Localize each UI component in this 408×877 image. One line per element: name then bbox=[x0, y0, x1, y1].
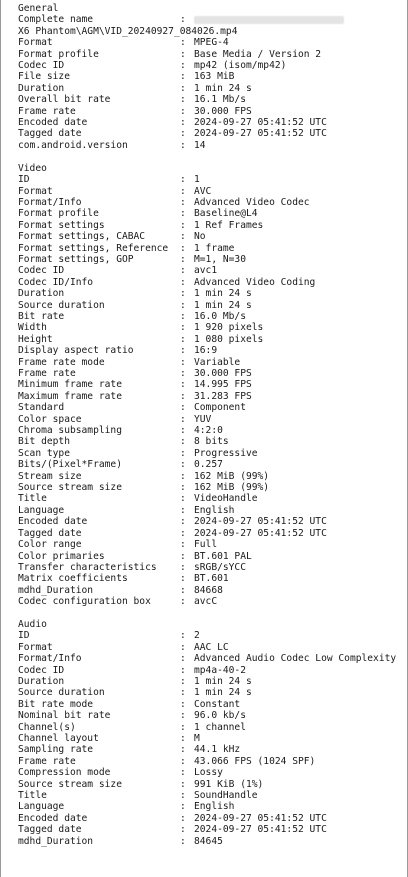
field-separator: : bbox=[180, 790, 186, 802]
video-row bbox=[18, 197, 404, 208]
field-value: 1 min 24 s bbox=[194, 82, 252, 94]
field-separator: : bbox=[180, 550, 186, 562]
field-key: ID bbox=[18, 630, 30, 642]
field-key: Format profile bbox=[18, 208, 99, 220]
field-value: 30.000 FPS bbox=[194, 105, 252, 117]
section-title-audio: Audio bbox=[18, 618, 47, 630]
field-separator: : bbox=[180, 493, 186, 505]
field-key: Encoded date bbox=[18, 117, 88, 129]
field-value: 2024-09-27 05:41:52 UTC bbox=[194, 128, 327, 140]
field-separator: : bbox=[180, 561, 186, 573]
field-separator: : bbox=[180, 310, 186, 322]
field-key: Codec ID bbox=[18, 60, 65, 72]
field-key: Scan type bbox=[18, 447, 70, 459]
audio-row bbox=[18, 676, 404, 687]
field-key: Standard bbox=[18, 402, 65, 414]
field-key: Format bbox=[18, 641, 53, 653]
audio-row bbox=[18, 801, 404, 812]
field-separator: : bbox=[180, 356, 186, 368]
field-value: SoundHandle bbox=[194, 790, 258, 802]
field-value: Constant bbox=[194, 698, 241, 710]
field-separator: : bbox=[180, 835, 186, 847]
field-value: VideoHandle bbox=[194, 493, 258, 505]
field-separator: : bbox=[180, 573, 186, 585]
field-key: Source stream size bbox=[18, 482, 122, 494]
field-value: AAC LC bbox=[194, 641, 229, 653]
field-value: M bbox=[194, 733, 200, 744]
field-key: Color space bbox=[18, 413, 82, 425]
video-row bbox=[18, 425, 404, 436]
redacted-value bbox=[194, 16, 344, 24]
field-separator: : bbox=[180, 333, 186, 345]
field-value: 16:9 bbox=[194, 345, 218, 357]
field-separator: : bbox=[180, 630, 186, 642]
video-row bbox=[18, 391, 404, 402]
field-key: Frame rate bbox=[18, 368, 76, 379]
field-key: Format/Info bbox=[18, 653, 82, 665]
field-value: Progressive bbox=[194, 447, 258, 459]
field-value: 163 MiB bbox=[194, 71, 235, 83]
audio-row bbox=[18, 665, 404, 676]
field-key: Bit depth bbox=[18, 436, 70, 448]
field-value: BT.601 PAL bbox=[194, 550, 252, 562]
field-key: com.android.version bbox=[18, 139, 128, 151]
video-row bbox=[18, 254, 404, 265]
general-row bbox=[18, 140, 404, 151]
video-row bbox=[18, 265, 404, 276]
video-row bbox=[18, 288, 404, 299]
field-key: Codec ID bbox=[18, 664, 65, 676]
video-row bbox=[18, 379, 404, 390]
field-separator: : bbox=[180, 185, 186, 197]
field-key: Display aspect ratio bbox=[18, 345, 134, 357]
field-separator: : bbox=[180, 196, 186, 208]
field-value: English bbox=[194, 801, 235, 813]
video-row bbox=[18, 300, 404, 311]
field-value: 14.995 FPS bbox=[194, 379, 252, 391]
field-key: Height bbox=[18, 333, 53, 345]
field-value: 2024-09-27 05:41:52 UTC bbox=[194, 516, 327, 528]
field-key: Bit rate bbox=[18, 310, 65, 322]
video-row bbox=[18, 459, 404, 470]
field-separator: : bbox=[180, 299, 186, 311]
field-separator: : bbox=[180, 527, 186, 539]
audio-row bbox=[18, 779, 404, 790]
field-separator: : bbox=[180, 345, 186, 357]
audio-row bbox=[18, 744, 404, 755]
field-value: 1 920 pixels bbox=[194, 322, 264, 334]
field-value: 84645 bbox=[194, 835, 223, 847]
video-row bbox=[18, 277, 404, 288]
section-title-general: General bbox=[18, 3, 59, 14]
video-row bbox=[18, 585, 404, 596]
field-value: BT.601 bbox=[194, 573, 229, 585]
field-value: AVC bbox=[194, 185, 212, 197]
field-value: 31.283 FPS bbox=[194, 390, 252, 402]
field-value: 2024-09-27 05:41:52 UTC bbox=[194, 527, 327, 539]
general-row bbox=[18, 94, 404, 105]
field-value: English bbox=[194, 504, 235, 516]
field-key: Sampling rate bbox=[18, 744, 94, 756]
general-row bbox=[18, 71, 404, 82]
field-value: Component bbox=[194, 402, 246, 414]
field-key: Chroma subsampling bbox=[18, 425, 122, 437]
field-key: Width bbox=[18, 322, 47, 334]
field-value: 162 MiB (99%) bbox=[194, 482, 270, 494]
field-value: 1 bbox=[194, 174, 200, 186]
audio-row bbox=[18, 790, 404, 801]
general-row bbox=[18, 37, 404, 48]
general-row bbox=[18, 14, 404, 25]
field-separator: : bbox=[180, 778, 186, 790]
field-value: Baseline@L4 bbox=[194, 208, 258, 220]
video-row bbox=[18, 311, 404, 322]
general-row bbox=[18, 117, 404, 128]
field-separator: : bbox=[180, 436, 186, 448]
audio-row bbox=[18, 699, 404, 710]
field-key: Nominal bit rate bbox=[18, 710, 111, 722]
field-separator: : bbox=[180, 504, 186, 516]
field-separator: : bbox=[180, 71, 186, 83]
field-separator: : bbox=[180, 653, 186, 665]
field-value: 991 KiB (1%) bbox=[194, 778, 264, 790]
field-value: 84668 bbox=[194, 584, 223, 596]
field-separator: : bbox=[180, 253, 186, 265]
field-value: avcC bbox=[194, 596, 218, 608]
field-key: Format settings, GOP bbox=[18, 253, 134, 265]
field-key: Format bbox=[18, 37, 53, 49]
field-value: 2024-09-27 05:41:52 UTC bbox=[194, 117, 327, 129]
video-row bbox=[18, 186, 404, 197]
field-key: Color primaries bbox=[18, 550, 105, 562]
field-value: 1 min 24 s bbox=[194, 288, 252, 300]
field-separator: : bbox=[180, 117, 186, 129]
field-value: 1 080 pixels bbox=[194, 333, 264, 345]
video-row bbox=[18, 573, 404, 584]
field-key: Source duration bbox=[18, 299, 105, 311]
field-value: Advanced Video Coding bbox=[194, 276, 316, 288]
field-separator: : bbox=[180, 288, 186, 300]
video-row bbox=[18, 539, 404, 550]
field-separator: : bbox=[180, 459, 186, 471]
field-key: Bit rate mode bbox=[18, 698, 94, 710]
field-separator: : bbox=[180, 425, 186, 437]
field-value: Lossy bbox=[194, 767, 223, 779]
field-value: 1 min 24 s bbox=[194, 687, 252, 699]
video-row bbox=[18, 220, 404, 231]
video-row bbox=[18, 448, 404, 459]
video-row bbox=[18, 322, 404, 333]
general-row bbox=[18, 128, 404, 139]
field-value: 1 channel bbox=[194, 721, 246, 733]
field-separator: : bbox=[180, 265, 186, 277]
field-value: 162 MiB (99%) bbox=[194, 470, 270, 482]
field-separator: : bbox=[180, 322, 186, 334]
field-separator: : bbox=[180, 368, 186, 379]
field-separator: : bbox=[180, 276, 186, 288]
field-separator: : bbox=[180, 242, 186, 254]
audio-row bbox=[18, 630, 404, 641]
field-separator: : bbox=[180, 755, 186, 767]
field-value: mp4a-40-2 bbox=[194, 664, 246, 676]
video-row bbox=[18, 596, 404, 607]
field-value: 1 min 24 s bbox=[194, 675, 252, 687]
field-value: avc1 bbox=[194, 265, 218, 277]
field-value: YUV bbox=[194, 413, 212, 425]
field-value: Advanced Video Codec bbox=[194, 196, 310, 208]
field-value: 30.000 FPS bbox=[194, 368, 252, 379]
audio-row bbox=[18, 836, 404, 847]
field-value: 16.0 Mb/s bbox=[194, 310, 246, 322]
field-key: Tagged date bbox=[18, 128, 82, 140]
audio-row bbox=[18, 687, 404, 698]
field-value: 44.1 kHz bbox=[194, 744, 241, 756]
field-value: Base Media / Version 2 bbox=[194, 48, 322, 60]
field-separator: : bbox=[180, 687, 186, 699]
field-separator: : bbox=[180, 390, 186, 402]
field-separator: : bbox=[180, 824, 186, 836]
field-value: 2 bbox=[194, 630, 200, 642]
field-key: Maximum frame rate bbox=[18, 390, 122, 402]
field-value: 14 bbox=[194, 139, 206, 151]
field-separator: : bbox=[180, 379, 186, 391]
field-key: Source duration bbox=[18, 687, 105, 699]
field-key: X6 Phantom\AGM\VID_20240927_084026.mp4 bbox=[18, 25, 238, 37]
field-separator: : bbox=[180, 675, 186, 687]
field-value: 4:2:0 bbox=[194, 425, 223, 437]
field-separator: : bbox=[180, 596, 186, 608]
field-separator: : bbox=[180, 698, 186, 710]
field-key: File size bbox=[18, 71, 70, 83]
audio-row bbox=[18, 813, 404, 824]
field-key: Channel layout bbox=[18, 733, 99, 744]
field-key: mdhd_Duration bbox=[18, 584, 94, 596]
field-key: Language bbox=[18, 504, 65, 516]
field-separator: : bbox=[180, 744, 186, 756]
field-key: Duration bbox=[18, 288, 65, 300]
field-value: 2024-09-27 05:41:52 UTC bbox=[194, 824, 327, 836]
field-value: 43.066 FPS (1024 SPF) bbox=[194, 755, 316, 767]
field-key: Channel(s) bbox=[18, 721, 76, 733]
field-key: Transfer characteristics bbox=[18, 561, 157, 573]
field-separator: : bbox=[180, 231, 186, 243]
video-row bbox=[18, 414, 404, 425]
video-row bbox=[18, 357, 404, 368]
field-key: Tagged date bbox=[18, 824, 82, 836]
field-separator: : bbox=[180, 219, 186, 231]
field-key: Color range bbox=[18, 539, 82, 551]
field-key: Title bbox=[18, 493, 47, 505]
field-key: Frame rate mode bbox=[18, 356, 105, 368]
section-spacer bbox=[18, 608, 404, 619]
field-separator: : bbox=[180, 94, 186, 106]
field-key: Format profile bbox=[18, 48, 99, 60]
audio-row bbox=[18, 710, 404, 721]
field-separator: : bbox=[180, 105, 186, 117]
field-value: Advanced Audio Codec Low Complexity bbox=[194, 653, 397, 665]
field-value: 8 bits bbox=[194, 436, 229, 448]
field-key: Complete name bbox=[18, 14, 94, 26]
field-key: ID bbox=[18, 174, 30, 186]
field-separator: : bbox=[180, 710, 186, 722]
report-content bbox=[18, 3, 404, 847]
field-value: 1 Ref Frames bbox=[194, 219, 264, 231]
video-row bbox=[18, 402, 404, 413]
field-key: Overall bit rate bbox=[18, 94, 111, 106]
field-key: Frame rate bbox=[18, 105, 76, 117]
audio-row bbox=[18, 733, 404, 744]
field-key: Title bbox=[18, 790, 47, 802]
field-key: Duration bbox=[18, 675, 65, 687]
field-value: sRGB/sYCC bbox=[194, 561, 246, 573]
field-separator: : bbox=[180, 37, 186, 49]
field-value: 1 frame bbox=[194, 242, 235, 254]
video-row bbox=[18, 493, 404, 504]
field-separator: : bbox=[180, 402, 186, 414]
field-value: 2024-09-27 05:41:52 UTC bbox=[194, 812, 327, 824]
field-separator: : bbox=[180, 812, 186, 824]
field-separator: : bbox=[180, 482, 186, 494]
field-separator: : bbox=[180, 447, 186, 459]
video-row bbox=[18, 562, 404, 573]
field-separator: : bbox=[180, 14, 186, 26]
field-key: Stream size bbox=[18, 470, 82, 482]
field-separator: : bbox=[180, 60, 186, 72]
field-separator: : bbox=[180, 733, 186, 744]
audio-row bbox=[18, 642, 404, 653]
video-row bbox=[18, 516, 404, 527]
audio-row bbox=[18, 722, 404, 733]
video-row bbox=[18, 471, 404, 482]
section-spacer bbox=[18, 151, 404, 162]
field-key: Format/Info bbox=[18, 196, 82, 208]
field-separator: : bbox=[180, 584, 186, 596]
video-row bbox=[18, 334, 404, 345]
field-value: mp42 (isom/mp42) bbox=[194, 60, 287, 72]
field-key: Source stream size bbox=[18, 778, 122, 790]
general-row bbox=[18, 49, 404, 60]
audio-row bbox=[18, 767, 404, 778]
field-key: Tagged date bbox=[18, 527, 82, 539]
video-row bbox=[18, 482, 404, 493]
field-separator: : bbox=[180, 470, 186, 482]
field-key: mdhd_Duration bbox=[18, 835, 94, 847]
field-key: Codec ID bbox=[18, 265, 65, 277]
audio-row bbox=[18, 653, 404, 664]
field-separator: : bbox=[180, 664, 186, 676]
video-row bbox=[18, 551, 404, 562]
field-separator: : bbox=[180, 48, 186, 60]
field-key: Codec configuration box bbox=[18, 596, 151, 608]
field-separator: : bbox=[180, 539, 186, 551]
field-key: Bits/(Pixel*Frame) bbox=[18, 459, 122, 471]
field-separator: : bbox=[180, 641, 186, 653]
field-separator: : bbox=[180, 128, 186, 140]
field-key: Format settings, Reference bbox=[18, 242, 169, 254]
field-value: 16.1 Mb/s bbox=[194, 94, 246, 106]
field-separator: : bbox=[180, 516, 186, 528]
field-separator: : bbox=[180, 82, 186, 94]
field-key: Format bbox=[18, 185, 53, 197]
general-row bbox=[18, 26, 404, 37]
field-value: 96.0 kb/s bbox=[194, 710, 246, 722]
video-row bbox=[18, 243, 404, 254]
field-separator: : bbox=[180, 139, 186, 151]
field-value: MPEG-4 bbox=[194, 37, 229, 49]
video-row bbox=[18, 231, 404, 242]
section-title-video: Video bbox=[18, 162, 47, 174]
field-value: Full bbox=[194, 539, 218, 551]
video-row bbox=[18, 528, 404, 539]
video-row bbox=[18, 174, 404, 185]
field-separator: : bbox=[180, 413, 186, 425]
field-key: Encoded date bbox=[18, 812, 88, 824]
field-value: 0.257 bbox=[194, 459, 223, 471]
field-separator: : bbox=[180, 801, 186, 813]
field-key: Compression mode bbox=[18, 767, 111, 779]
video-row bbox=[18, 368, 404, 379]
field-separator: : bbox=[180, 721, 186, 733]
field-key: Format settings, CABAC bbox=[18, 231, 146, 243]
field-separator: : bbox=[180, 174, 186, 186]
field-separator: : bbox=[180, 767, 186, 779]
general-row bbox=[18, 60, 404, 71]
field-value: M=1, N=30 bbox=[194, 253, 246, 265]
video-row bbox=[18, 208, 404, 219]
general-row bbox=[18, 106, 404, 117]
field-key: Frame rate bbox=[18, 755, 76, 767]
field-key: Format settings bbox=[18, 219, 105, 231]
audio-row bbox=[18, 756, 404, 767]
field-key: Duration bbox=[18, 82, 65, 94]
field-key: Language bbox=[18, 801, 65, 813]
field-key: Minimum frame rate bbox=[18, 379, 122, 391]
field-key: Matrix coefficients bbox=[18, 573, 128, 585]
field-value: No bbox=[194, 231, 206, 243]
field-value: Variable bbox=[194, 356, 241, 368]
field-key: Codec ID/Info bbox=[18, 276, 94, 288]
field-key: Encoded date bbox=[18, 516, 88, 528]
audio-row bbox=[18, 824, 404, 835]
field-value: 1 min 24 s bbox=[194, 299, 252, 311]
video-row bbox=[18, 345, 404, 356]
field-separator: : bbox=[180, 208, 186, 220]
video-row bbox=[18, 505, 404, 516]
video-row bbox=[18, 436, 404, 447]
general-row bbox=[18, 83, 404, 94]
